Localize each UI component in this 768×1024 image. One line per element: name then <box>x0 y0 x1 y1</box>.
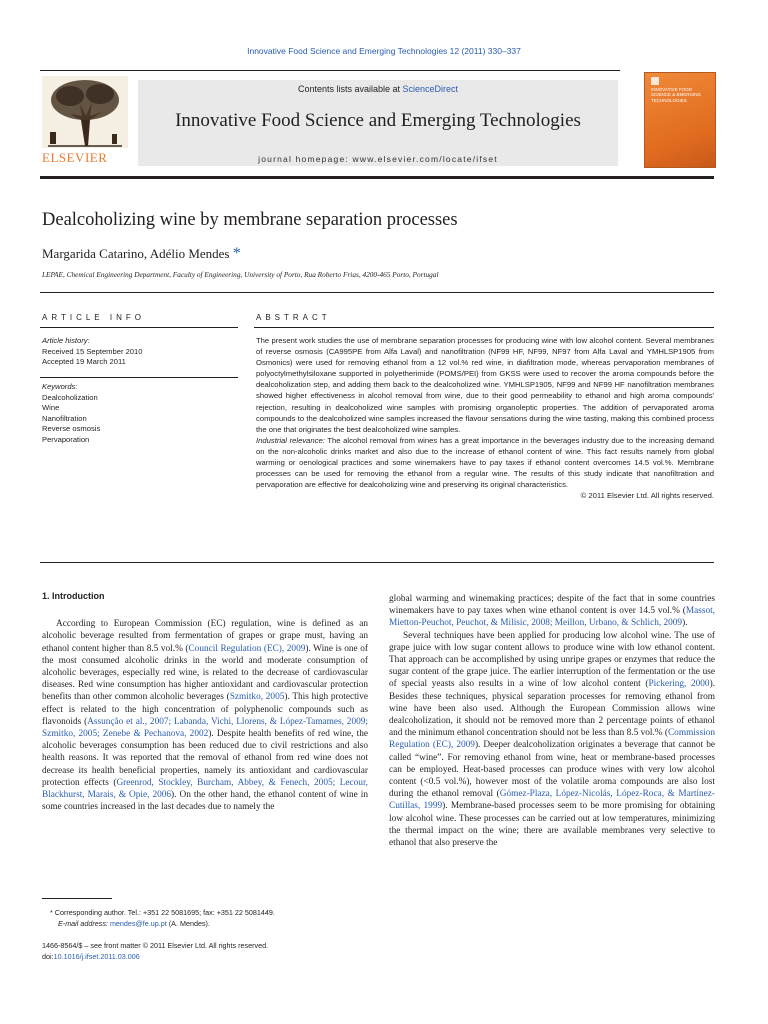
journal-masthead <box>40 72 720 172</box>
issn-doi-block <box>42 940 268 962</box>
body-paragraph: global warming and winemaking practices; despite of the fact that in some countries winemakers have to pay taxes when wine ethanol content is over 14.5 vol.% (Massot, Mietton-Peuchot, Peuchot, & Milisic, 2008; Meillon, Urbano, & Schlich, 2009). <box>389 594 715 629</box>
citation-link[interactable]: Gómez-Plaza, López-Nicolás, López-Roca, & Martínez-Cutillas, 1999 <box>389 789 715 812</box>
history-label: Article history: <box>42 336 90 345</box>
issn-line: 1466-8564/$ – see front matter © 2011 Elsevier Ltd. All rights reserved. <box>42 941 269 950</box>
accepted-date: Accepted 19 March 2011 <box>42 357 126 367</box>
citation-link[interactable]: Council Regulation (EC), 2009 <box>188 643 306 654</box>
info-top-rule <box>40 292 714 293</box>
elsevier-wordmark: ELSEVIER <box>42 150 108 165</box>
cover-title: INNOVATIVE FOOD SCIENCE & EMERGING TECHNOLOGIES <box>651 87 702 103</box>
abstract-rule <box>254 327 714 328</box>
citation-link[interactable]: Massot, Mietton-Peuchot, Peuchot, & Milisic, 2008; Meillon, Urbano, & Schlich, 2009 <box>389 606 715 629</box>
keywords-rule <box>40 377 238 378</box>
citation-link[interactable]: Assunção et al., 2007; Labanda, Vichi, Llorens, & López-Tamames, 2009; Szmitko, 2005; Zenebe & Pechanova, 2002 <box>42 716 368 740</box>
abstract-text: The present work studies the use of membrane separation processes for producing wine with low alcohol content. Several membranes of reverse osmosis (CA995PE from Alfa Laval) and nanofiltration (NF99 HF, NF99, NF97 from Alfa Laval and YMHLSP1905 from Osmonics) were used for removing ethanol from a 12 vol.% red wine, in diafiltration mode, whereas pervaporation membranes of polyoctylmethylsiloxane supported in polyetherimide (POMS/PEI) from GKSS were used to recover the aroma compounds before the dealcoholization step, and adding them back to the dealcoholized wine. YMHLSP1905, NF99 and NF99 HF nanofiltration membranes showed higher effectiveness in alcohol removal from wine, due to their good permeability to ethanol and high aroma compounds' rejection, resulting in dealcoholized wine samples with promising organoleptic properties. The addition of pervaporated aroma compounds to the dealcoholized wine samples increased the flavour sensations during the wine tasting, making this combined process the one that originates the best dealcoholized wine samples. <box>256 336 714 434</box>
citation-link[interactable]: Pickering, 2000 <box>648 679 710 690</box>
keyword-item: Reverse osmosis <box>42 424 101 434</box>
doi-line: doi:10.1016/j.ifset.2011.03.006 <box>42 952 140 961</box>
keyword-item: Pervaporation <box>42 434 90 444</box>
corresponding-author-footnote <box>50 907 275 929</box>
keywords-list <box>42 382 238 446</box>
body-paragraph: Several techniques have been applied for producing low alcohol wine. The use of grape juice with low sugar content allows to produce wine with low ethanol content. That approach can be accomplished by using unripe grapes or enzymes that reduce the sugar content of the grape juice. The earlier interruption of the fermentation or the use of special yeasts also results in a wine of low alcohol content (Pickering, 2000). Besides these techniques, physical separation processes for removing ethanol from wine have been also used. Although the European Commission allows wine dealcoholization, it should not be removed more than 2 percentage points of ethanol and the minimum ethanol concentration should not be less than 8.5 vol.% (Commission Regulation (EC), 2009). Deeper dealcoholization originates a beverage that cannot be called “wine”. For removing ethanol from wine, heat or membrane-based processes can be employed. Heat-based processes can produce wines with very low alcohol content (<0.5 vol.%), however most of the volatile aroma compounds are also lost during the ethanol removal (Gómez-Plaza, López-Nicolás, López-Roca, & Martínez-Cutillas, 1999). Membrane-based processes seem to be more promising for obtaining low alcohol wine. These processes can be carried out at low temperatures, minimizing the thermal impact on the wine; there are available membranes very selective to ethanol that also preserve the <box>389 630 716 849</box>
keywords-label: Keywords: <box>42 382 78 391</box>
article-title: Dealcoholizing wine by membrane separation processes <box>42 210 458 230</box>
citation-link[interactable]: Szmitko, 2005 <box>229 692 285 703</box>
author-affiliation: LEPAE, Chemical Engineering Department, Faculty of Engineering, University of Porto, Rua Roberto Frias, 4200-465 Porto, Portugal <box>42 270 439 279</box>
body-paragraph: According to European Commission (EC) regulation, wine is defined as an alcoholic beverage resulted from fermentation of grapes or grape must, having an ethanol content higher than 8.5 vol.% (Council Regulation (EC), 2009). Wine is one of the most consumed alcoholic drinks in the world and moderate consumption of alcoholic beverages, especially red wine, is related to the decrease of cardiovascular diseases. Red wine consumption has higher antioxidant and cardiovascular protection benefits than other common alcoholic beverages (Szmitko, 2005). This high protective effect is related to the high concentration of polyphenolic compounds such as flavonoids (Assunção et al., 2007; Labanda, Vichi, Llorens, & López-Tamames, 2009; Szmitko, 2005; Zenebe & Pechanova, 2002). Despite health benefits of red wine, the alcoholic beverages consumption has been reduced due to civil restrictions and also health reasons. It was reported that the removal of ethanol from red wine does not decrease its health beneficial properties, namely its antioxidant and cardiovascular protection effects (Greenrod, Stockley, Burcham, Abbey, & Fenech, 2005; Lecour, Blackhurst, Marais, & Opie, 2006). On the other hand, the ethanol content of wine in some countries increased in the last decades due to namely the <box>42 619 369 813</box>
sciencedirect-link[interactable]: ScienceDirect <box>402 84 459 94</box>
introduction-heading: 1. Introduction <box>42 591 105 601</box>
corresponding-author-link[interactable]: * <box>232 245 241 262</box>
abstract-heading: ABSTRACT <box>256 313 331 322</box>
journal-cover-thumbnail[interactable] <box>644 72 716 168</box>
email-link[interactable]: mendes@fe.up.pt <box>109 919 167 928</box>
masthead-banner <box>138 80 618 166</box>
journal-citation[interactable]: Innovative Food Science and Emerging Technologies 12 (2011) 330–337 <box>247 46 521 56</box>
journal-homepage-link[interactable]: journal homepage: www.elsevier.com/locate/ifset <box>258 154 498 164</box>
article-info-heading: ARTICLE INFO <box>42 313 145 322</box>
keyword-item: Dealcoholization <box>42 392 98 402</box>
abstract-copyright: © 2011 Elsevier Ltd. All rights reserved. <box>580 491 714 501</box>
article-history <box>42 336 238 368</box>
article-info-rule <box>40 327 238 328</box>
keyword-item: Nanofiltration <box>42 413 87 423</box>
doi-link[interactable]: 10.1016/j.ifset.2011.03.006 <box>53 952 140 961</box>
cover-emblem-icon <box>651 77 659 85</box>
keyword-item: Wine <box>42 403 60 413</box>
citation-link[interactable]: Commission Regulation (EC), 2009 <box>389 728 715 751</box>
masthead-bottom-rule <box>40 176 714 179</box>
abstract-body <box>256 335 714 501</box>
abstract-bottom-rule <box>40 562 714 563</box>
body-column-left <box>42 590 368 813</box>
corresponding-author-contact: * Corresponding author. Tel.: +351 22 5081695; fax: +351 22 5081449. <box>50 908 275 917</box>
footnote-rule <box>42 898 112 899</box>
citation-link[interactable]: Greenrod, Stockley, Burcham, Abbey, & Fenech, 2005; Lecour, Blackhurst, Marais, & Opie, 2006 <box>42 777 369 801</box>
masthead-top-rule <box>40 70 620 71</box>
email-line: E-mail address: mendes@fe.up.pt (A. Mendes). <box>58 919 210 928</box>
received-date: Received 15 September 2010 <box>42 346 143 356</box>
contents-availability: Contents lists available at ScienceDirect <box>297 84 459 94</box>
article-authors: Margarida Catarino, Adélio Mendes * <box>42 245 241 262</box>
body-column-right <box>389 593 715 849</box>
journal-title: Innovative Food Science and Emerging Technologies <box>175 110 581 131</box>
industrial-relevance: Industrial relevance: The alcohol removal from wines has a great importance in the beverages industry due to the increasing demand on the non-alcoholic drinks market and also due to the increase of ethanol content of wine. This fact results namely from global warming or oenological practices and some winemakers have to pay taxes if ethanol content overcomes 14.5 vol.%. Membrane processes can be used for removing the ethanol from a regular wine. The results of this study indicate that nanofiltration and pervaporation are effective for dealcoholizing wine and preserving its original characteristics. <box>256 435 714 490</box>
